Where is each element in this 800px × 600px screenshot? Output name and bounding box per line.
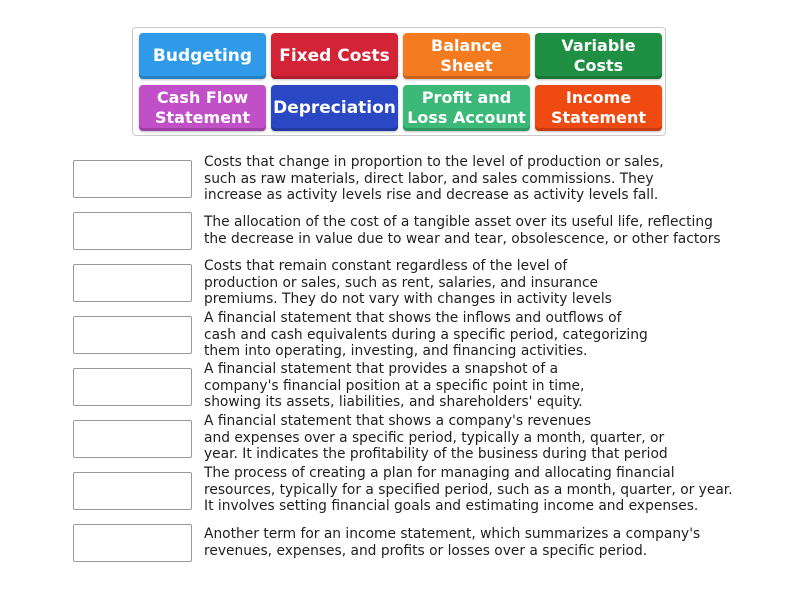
drop-box-2[interactable] [73, 212, 192, 250]
tile-profit-and-loss-account[interactable]: Profit and Loss Account [403, 85, 530, 131]
tile-budgeting[interactable]: Budgeting [139, 33, 266, 79]
drop-box-8[interactable] [73, 524, 192, 562]
tile-variable-costs[interactable]: Variable Costs [535, 33, 662, 79]
tile-cash-flow-statement[interactable]: Cash Flow Statement [139, 85, 266, 131]
drop-box-5[interactable] [73, 368, 192, 406]
drop-box-1[interactable] [73, 160, 192, 198]
definition-6: A financial statement that shows a company's revenues and expenses over a specific period, typically a month, quarter, or year. It indicates the profitability of the business during that period [204, 413, 668, 463]
definition-3: Costs that remain constant regardless of the level of production or sales, such as rent, salaries, and insurance premiums. They do not vary with changes in activity levels [204, 258, 612, 308]
tile-balance-sheet[interactable]: Balance Sheet [403, 33, 530, 79]
definition-1: Costs that change in proportion to the level of production or sales, such as raw materials, direct labor, and sales commissions. They increase as activity levels rise and decrease as activity levels fall. [204, 154, 664, 204]
definition-7: The process of creating a plan for managing and allocating financial resources, typically for a specified period, such as a month, quarter, or year. It involves setting financial goals and estimating income and expenses. [204, 465, 733, 515]
definition-4: A financial statement that shows the inflows and outflows of cash and cash equivalents during a specific period, categorizing them into operating, investing, and financing activities. [204, 310, 648, 360]
tile-depreciation[interactable]: Depreciation [271, 85, 398, 131]
tile-income-statement[interactable]: Income Statement [535, 85, 662, 131]
definition-2: The allocation of the cost of a tangible asset over its useful life, reflecting the decrease in value due to wear and tear, obsolescence, or other factors [204, 214, 721, 247]
definition-5: A financial statement that provides a snapshot of a company's financial position at a specific point in time, showing its assets, liabilities, and shareholders' equity. [204, 361, 585, 411]
drop-box-4[interactable] [73, 316, 192, 354]
definition-8: Another term for an income statement, which summarizes a company's revenues, expenses, and profits or losses over a specific period. [204, 526, 701, 559]
drop-box-3[interactable] [73, 264, 192, 302]
drop-box-6[interactable] [73, 420, 192, 458]
answer-tile-tray [132, 27, 666, 136]
tile-fixed-costs[interactable]: Fixed Costs [271, 33, 398, 79]
drop-box-7[interactable] [73, 472, 192, 510]
